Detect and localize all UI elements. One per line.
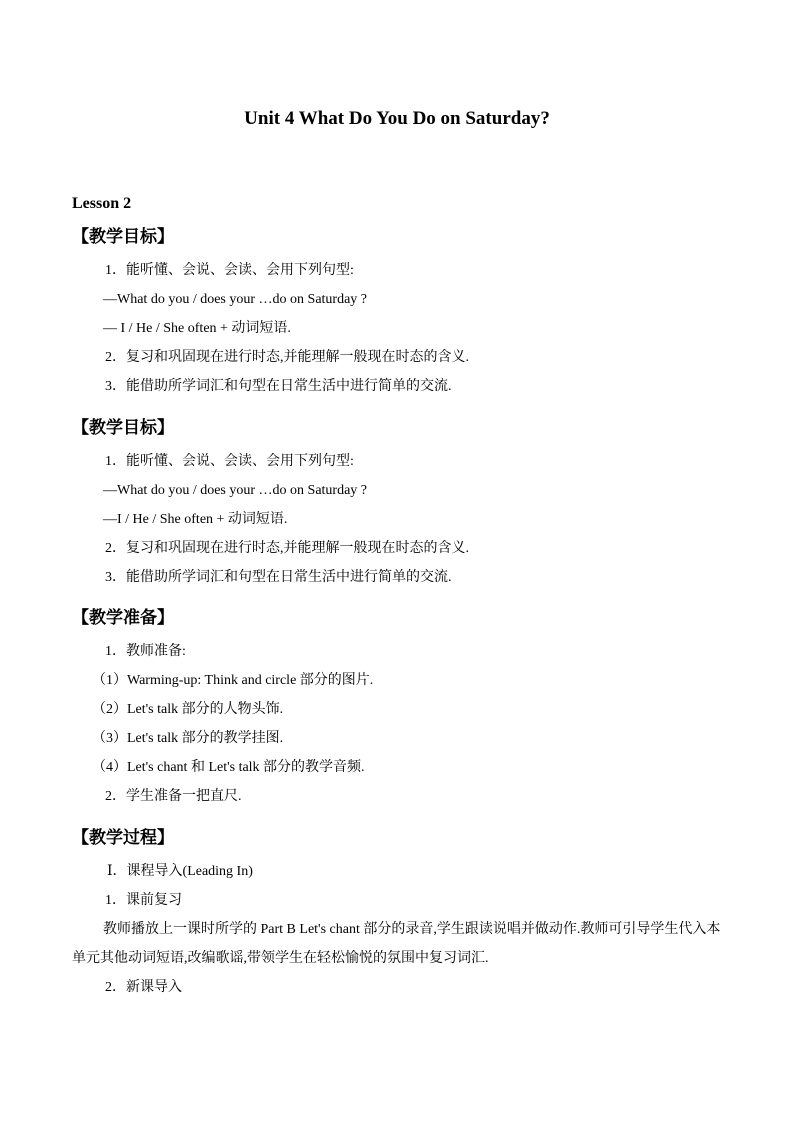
section-heading: 【教学目标】 xyxy=(72,418,174,438)
goals-section-2 xyxy=(72,416,752,592)
process-paragraph: 教师播放上一课时所学的 Part B Let's chant 部分的录音,学生跟读说唱并做动作.教师可引导学生代入本单元其他动词短语,改编歌谣,带领学生在轻松愉悦的氛围中复习词汇. xyxy=(72,922,721,966)
goal-line: 1．能听懂、会说、会读、会用下列句型: xyxy=(105,454,354,469)
lesson-label: Lesson 2 xyxy=(72,195,132,212)
section-heading: 【教学目标】 xyxy=(72,227,174,247)
prep-line: （2）Let's talk 部分的人物头饰. xyxy=(92,702,284,717)
section-heading: 【教学过程】 xyxy=(72,828,174,848)
goal-line: — I / He / She often + 动词短语. xyxy=(103,321,291,336)
prep-section xyxy=(72,606,752,811)
step-title: Ⅰ．课程导入(Leading In) xyxy=(107,864,253,879)
prep-line: （1）Warming-up: Think and circle 部分的图片. xyxy=(92,673,374,688)
goal-line: 1．能听懂、会说、会读、会用下列句型: xyxy=(105,263,354,278)
goal-line: 2．复习和巩固现在进行时态,并能理解一般现在时态的含义. xyxy=(105,350,469,365)
goal-line: —I / He / She often + 动词短语. xyxy=(103,512,288,527)
process-item: 2．新课导入 xyxy=(105,980,182,995)
goal-line: 3．能借助所学词汇和句型在日常生活中进行简单的交流. xyxy=(105,570,452,585)
process-item: 1．课前复习 xyxy=(105,893,182,908)
document-title: Unit 4 What Do You Do on Saturday? xyxy=(244,108,550,129)
goal-line: 2．复习和巩固现在进行时态,并能理解一般现在时态的含义. xyxy=(105,541,469,556)
prep-line: 2．学生准备一把直尺. xyxy=(105,789,242,804)
section-heading: 【教学准备】 xyxy=(72,608,174,628)
goal-line: —What do you / does your …do on Saturday ? xyxy=(103,483,368,498)
process-section xyxy=(72,826,752,1002)
goal-line: 3．能借助所学词汇和句型在日常生活中进行简单的交流. xyxy=(105,379,452,394)
goals-section-1 xyxy=(72,225,752,401)
goal-line: —What do you / does your …do on Saturday ? xyxy=(103,292,368,307)
prep-line: （3）Let's talk 部分的教学挂图. xyxy=(92,731,284,746)
prep-line: （4）Let's chant 和 Let's talk 部分的教学音频. xyxy=(92,760,365,775)
prep-line: 1．教师准备: xyxy=(105,644,186,659)
